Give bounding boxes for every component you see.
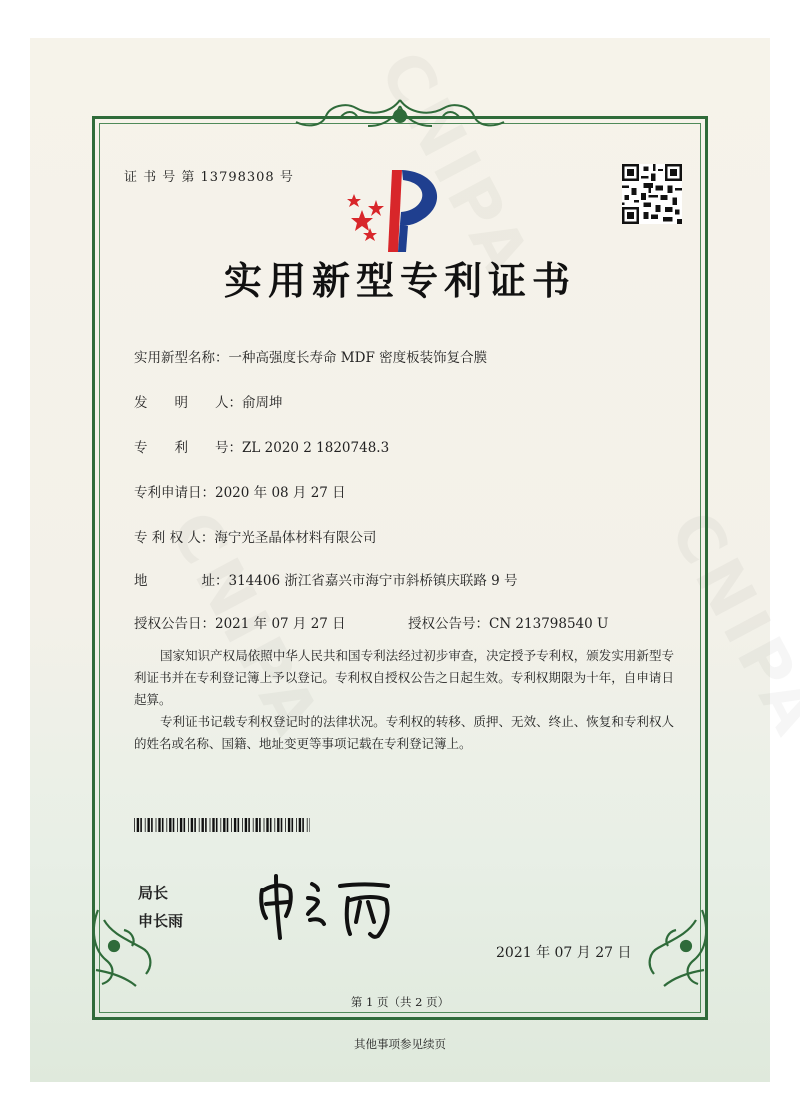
field-label: 专 利 号： <box>134 440 242 456</box>
statement-paragraph: 国家知识产权局依照中华人民共和国专利法经过初步审查，决定授予专利权，颁发实用新型专利证书并在专利登记簿上予以登记。专利权自授权公告之日起生效。专利权期限为十年，自申请日起算。 <box>134 648 674 707</box>
grant-number: CN 213798540 U <box>489 616 609 632</box>
field-label: 专 利 权 人： <box>134 530 215 546</box>
certificate-number: 证 书 号 第 13798308 号 <box>124 170 294 185</box>
page-title: 实用新型专利证书 <box>223 259 576 303</box>
barcode-icon <box>134 818 310 832</box>
filing-date: 2020 年 08 月 27 日 <box>215 485 346 501</box>
patent-number: ZL 2020 2 1820748.3 <box>242 440 390 456</box>
grant-date-row <box>134 612 346 632</box>
patentee-name: 海宁光圣晶体材料有限公司 <box>214 530 377 546</box>
handwritten-signature <box>256 872 416 944</box>
patentee-row <box>134 526 376 546</box>
field-label: 实用新型名称： <box>134 350 229 366</box>
patent-number-row <box>134 436 389 456</box>
field-label: 专利申请日： <box>134 485 215 501</box>
top-ornament-icon <box>290 96 510 136</box>
field-label: 发 明 人： <box>134 395 242 411</box>
filing-date-row <box>134 481 346 501</box>
cnipa-emblem-icon <box>340 166 460 256</box>
issue-date: 2021 年 07 月 27 日 <box>496 945 632 961</box>
page-indicator: 第 1 页（共 2 页） <box>350 995 450 1009</box>
address-row <box>134 569 518 589</box>
qr-code-icon <box>622 164 682 224</box>
statement-paragraph: 专利证书记载专利权登记时的法律状况。专利权的转移、质押、无效、终止、恢复和专利权人的姓名或名称、国籍、地址变更等事项记载在专利登记簿上。 <box>134 714 674 751</box>
utility-model-name-row <box>134 346 487 366</box>
signatory-title: 局长 <box>138 884 169 902</box>
utility-model-name: 一种高强度长寿命 MDF 密度板装饰复合膜 <box>228 350 488 366</box>
field-label: 授权公告号： <box>408 616 489 632</box>
field-label: 授权公告日： <box>134 616 215 632</box>
inventor-name: 俞周坤 <box>242 395 283 411</box>
inventor-row <box>134 391 283 411</box>
corner-ornament-icon <box>636 900 716 990</box>
footer-note: 其他事项参见续页 <box>354 1037 446 1051</box>
signatory-name: 申长雨 <box>138 912 184 930</box>
grant-number-row <box>408 612 608 632</box>
field-label: 地 址： <box>134 573 229 589</box>
grant-date: 2021 年 07 月 27 日 <box>215 616 346 632</box>
address: 314406 浙江省嘉兴市海宁市斜桥镇庆联路 9 号 <box>228 573 518 589</box>
